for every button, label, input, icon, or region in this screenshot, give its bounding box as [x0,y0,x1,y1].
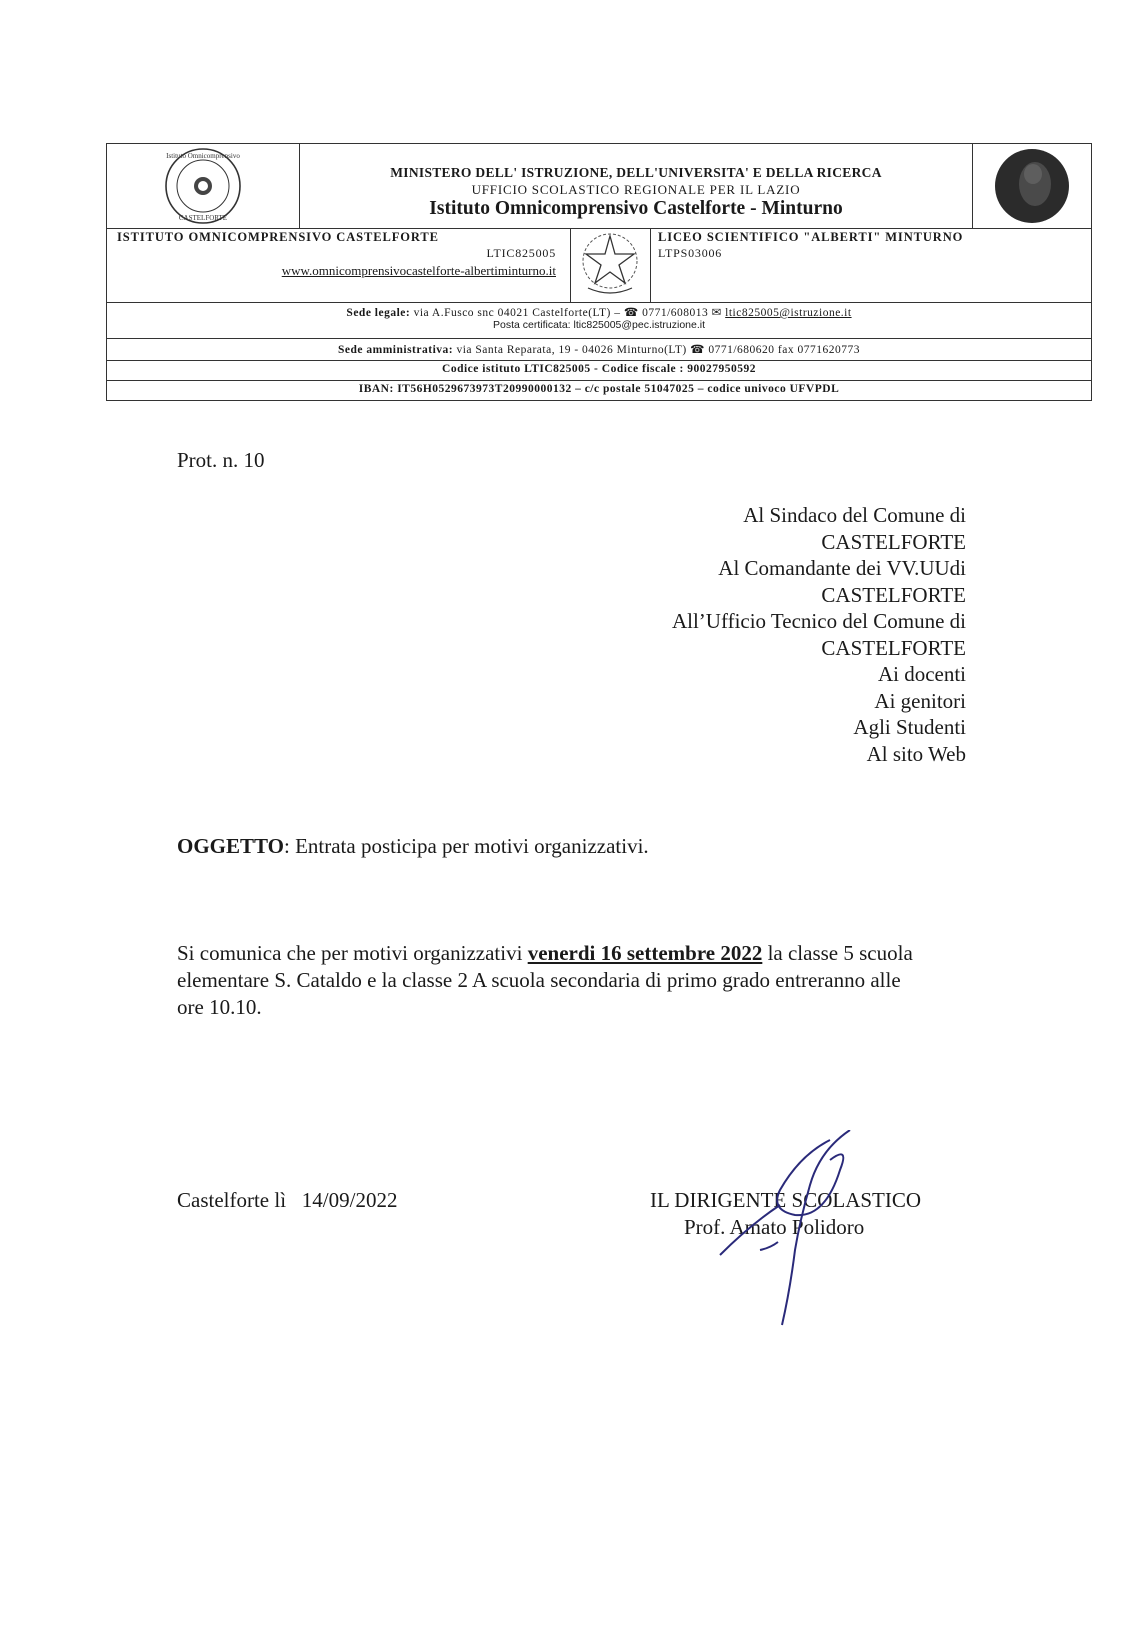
iban-text: IBAN: IT56H0529673973T20990000132 – c/c postale 51047025 – codice univoco UFVPDL [358,383,840,395]
signature-title: IL DIRIGENTE SCOLASTICO [650,1188,922,1212]
portrait-cell [972,144,1091,228]
logo-text-top: Istituto Omnicomprensivo [166,152,240,160]
portrait-medallion-image [973,144,1091,228]
signature-name: Prof. Amato Polidoro [684,1215,865,1239]
recipient-line: Al Comandante dei VV.UUdi [718,556,966,580]
pec-address: Posta certificata: ltic825005@pec.istruzione.it [492,319,705,331]
recipient-line: Ai genitori [874,688,966,713]
ministry-heading [299,164,973,217]
recipients-list [672,502,966,767]
sede-amm-label: Sede amministrativa: [338,344,454,356]
recipient-line: CASTELFORTE [821,529,966,554]
body-text-part: la classe 5 scuola [762,941,913,965]
body-line-1 [177,940,1017,967]
body-paragraph [177,940,1017,1021]
handwritten-signature [700,1130,900,1330]
regional-office: UFFICIO SCOLASTICO REGIONALE PER IL LAZIO [471,182,801,197]
letterhead [106,143,1092,401]
body-line-2: elementare S. Cataldo e la classe 2 A scuola secondaria di primo grado entreranno alle [177,968,901,992]
recipient-line: Al Sindaco del Comune di [743,503,966,527]
sede-legale-address: via A.Fusco snc 04021 Castelforte(LT) – [413,307,621,319]
body-line-3: ore 10.10. [177,995,262,1019]
emblem-cell [570,228,651,302]
left-school-code: LTIC825005 [486,246,556,260]
iban-row [107,381,1091,400]
republic-emblem-icon [570,228,650,302]
logo-text-bottom: CASTELFORTE [178,214,228,222]
recipient-line: Agli Studenti [853,715,966,739]
recipient-line: All’Ufficio Tecnico del Comune di [671,609,966,633]
sede-legale-phone: 0771/608013 [642,307,709,319]
sede-amm-phone: 0771/680620 fax 0771620773 [708,344,860,356]
recipient-line: CASTELFORTE [821,582,966,607]
left-school-name: ISTITUTO OMNICOMPRENSIVO CASTELFORTE [117,230,439,244]
subject-label: OGGETTO [177,834,284,858]
institute-name: Istituto Omnicomprensivo Castelforte - Minturno [429,198,843,219]
place-date: Castelforte lì 14/09/2022 [177,1188,398,1212]
sede-legale-email[interactable]: ltic825005@istruzione.it [725,307,852,319]
recipient-line: CASTELFORTE [821,635,966,660]
left-school-cell [107,228,571,302]
phone-icon: ☎ [690,344,705,356]
sede-legale-label: Sede legale: [346,307,411,319]
right-school-code: LTPS03006 [658,246,723,260]
body-text-part: Si comunica che per motivi organizzativi [177,941,528,965]
school-logo [107,144,299,228]
school-logo-cell [107,144,300,228]
letterhead-schools-row [107,228,1091,303]
sede-amm-address: via Santa Reparata, 19 - 04026 Minturno(LT) [456,344,687,356]
right-school-cell [650,228,1091,302]
recipient-line: Al sito Web [866,741,966,766]
codice-row [107,361,1091,381]
mail-icon: ✉ [711,307,722,319]
body-date-highlight: venerdi 16 settembre 2022 [527,941,763,965]
phone-icon: ☎ [623,307,639,319]
protocol-number: Prot. n. 10 [177,448,265,472]
recipient-line: Ai docenti [877,662,966,686]
letterhead-top-row [107,144,1091,229]
ministry-name: MINISTERO DELL' ISTRUZIONE, DELL'UNIVERSITA' E DELLA RICERCA [390,165,882,180]
sede-amministrativa-row [107,339,1091,361]
subject-text: : Entrata posticipa per motivi organizzativi. [283,834,649,858]
right-school-name: LICEO SCIENTIFICO "ALBERTI" MINTURNO [658,230,964,244]
school-website-link[interactable]: www.omnicomprensivocastelforte-albertiminturno.it [281,263,556,278]
sede-legale-row [107,302,1091,339]
subject-line [177,833,649,860]
codice-text: Codice istituto LTIC825005 - Codice fiscale : 90027950592 [442,363,756,375]
